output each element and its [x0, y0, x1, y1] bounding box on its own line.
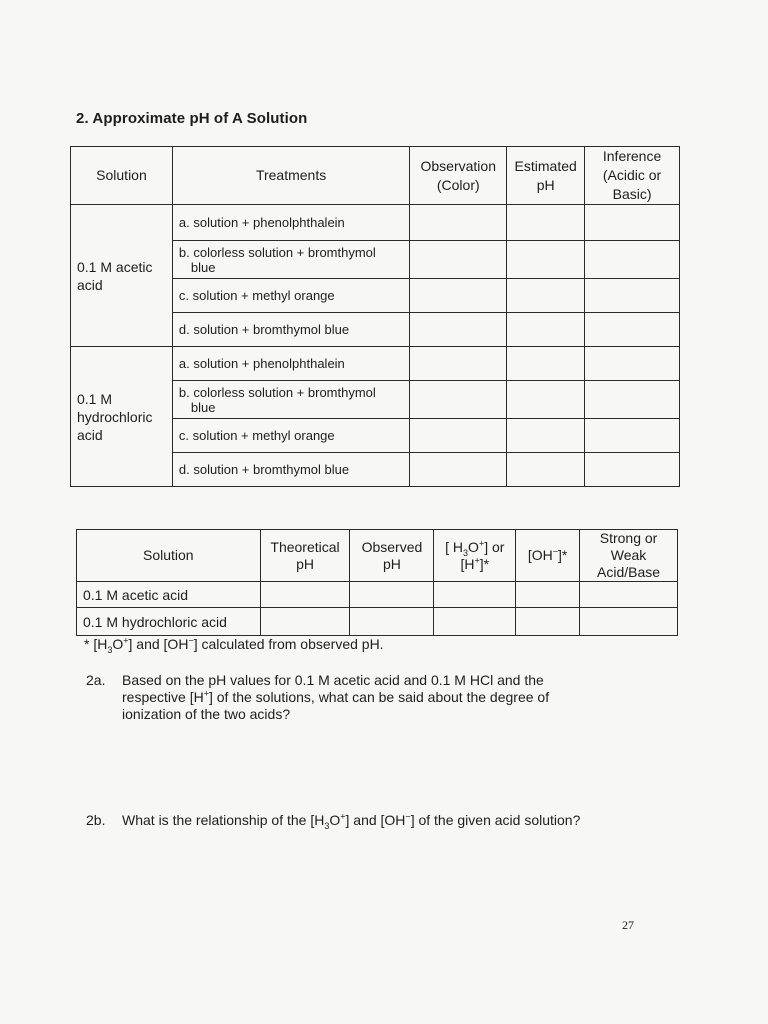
observation-cell[interactable] — [410, 453, 507, 487]
theoretical-ph-cell[interactable] — [260, 608, 350, 636]
solution-hydrochloric-acid: 0.1 M hydrochloric acid — [71, 347, 173, 487]
table-row — [71, 347, 680, 381]
strength-cell[interactable] — [580, 608, 678, 636]
oh-cell[interactable] — [516, 608, 580, 636]
observed-ph-cell[interactable] — [350, 582, 434, 608]
question-text: What is the relationship of the $[H_3O^+]$ and [OH−] of the given acid solution? — [122, 811, 581, 831]
question-text: Based on the pH values for 0.1 M acetic acid and 0.1 M HCl and the respective [H+] of the solutions, what can be said about the degree of ionization of the two acids? — [122, 672, 550, 722]
treatment-c: c. solution + methyl orange — [172, 419, 409, 453]
table-row — [71, 205, 680, 241]
observation-cell[interactable] — [410, 313, 507, 347]
estimated-ph-cell[interactable] — [507, 381, 585, 419]
observation-cell[interactable] — [410, 381, 507, 419]
h3o-cell[interactable] — [434, 582, 516, 608]
inference-cell[interactable] — [585, 205, 680, 241]
observation-cell[interactable] — [410, 419, 507, 453]
treatment-c: c. solution + methyl orange — [172, 279, 409, 313]
header-estimated-ph: Estimated pH — [507, 147, 585, 205]
estimated-ph-cell[interactable] — [507, 347, 585, 381]
header-observed-ph: Observed pH — [350, 530, 434, 582]
estimated-ph-cell[interactable] — [507, 205, 585, 241]
treatment-a: a. solution + phenolphthalein — [172, 205, 409, 241]
table2-header-row — [77, 530, 678, 582]
inference-cell[interactable] — [585, 381, 680, 419]
observed-ph-cell[interactable] — [350, 608, 434, 636]
solution-acetic-acid: 0.1 M acetic acid — [71, 205, 173, 347]
estimated-ph-cell[interactable] — [507, 241, 585, 279]
h3o-cell[interactable] — [434, 608, 516, 636]
observation-cell[interactable] — [410, 241, 507, 279]
header-solution: Solution — [71, 147, 173, 205]
ph-treatment-table — [70, 146, 680, 487]
header-treatments: Treatments — [172, 147, 409, 205]
treatment-b: b. colorless solution + bromthymol blue — [172, 381, 409, 419]
ph-comparison-table — [76, 529, 678, 636]
row-acetic-acid: 0.1 M acetic acid — [77, 582, 261, 608]
page-number: 27 — [622, 918, 634, 932]
question-number: 2a. — [86, 672, 106, 688]
section-title: 2. Approximate pH of A Solution — [76, 110, 308, 127]
header-theoretical-ph: Theoretical pH — [260, 530, 350, 582]
observation-cell[interactable] — [410, 347, 507, 381]
table-footnote: * $[H_3O^+]$ and [OH−] calculated from observed pH. — [84, 635, 384, 655]
header-solution: Solution — [77, 530, 261, 582]
table1-header-row — [71, 147, 680, 205]
oh-cell[interactable] — [516, 582, 580, 608]
header-h3o-concentration: [ $H_3O^+$] or [H+]* — [434, 530, 516, 582]
theoretical-ph-cell[interactable] — [260, 582, 350, 608]
table-row — [77, 582, 678, 608]
treatment-b: b. colorless solution + bromthymol blue — [172, 241, 409, 279]
table-row — [77, 608, 678, 636]
inference-cell[interactable] — [585, 453, 680, 487]
treatment-d: d. solution + bromthymol blue — [172, 313, 409, 347]
estimated-ph-cell[interactable] — [507, 453, 585, 487]
header-oh-concentration: [OH−]* — [516, 530, 580, 582]
observation-cell[interactable] — [410, 205, 507, 241]
inference-cell[interactable] — [585, 279, 680, 313]
inference-cell[interactable] — [585, 347, 680, 381]
row-hydrochloric-acid: 0.1 M hydrochloric acid — [77, 608, 261, 636]
treatment-a: a. solution + phenolphthalein — [172, 347, 409, 381]
estimated-ph-cell[interactable] — [507, 419, 585, 453]
header-strong-or-weak: Strong or Weak Acid/Base — [580, 530, 678, 582]
header-observation: Observation (Color) — [410, 147, 507, 205]
treatment-d: d. solution + bromthymol blue — [172, 453, 409, 487]
question-number: 2b. — [86, 812, 106, 828]
estimated-ph-cell[interactable] — [507, 313, 585, 347]
header-inference: Inference (Acidic or Basic) — [585, 147, 680, 205]
inference-cell[interactable] — [585, 241, 680, 279]
observation-cell[interactable] — [410, 279, 507, 313]
inference-cell[interactable] — [585, 419, 680, 453]
strength-cell[interactable] — [580, 582, 678, 608]
estimated-ph-cell[interactable] — [507, 279, 585, 313]
inference-cell[interactable] — [585, 313, 680, 347]
